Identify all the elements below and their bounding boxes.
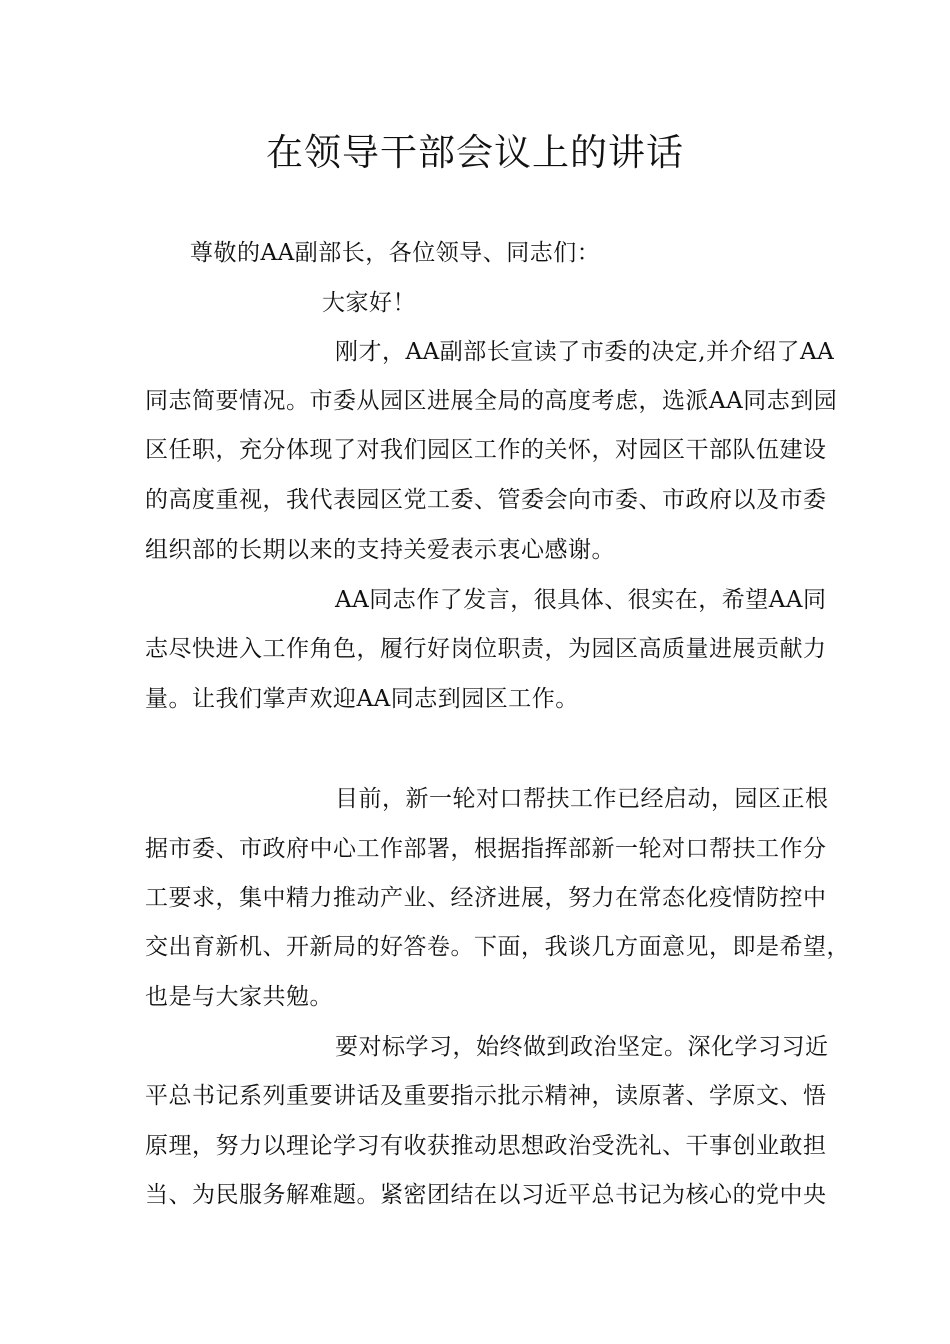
paragraph-1-line-1: 刚才，AA副部长宣读了市委的决定,并介绍了AA <box>335 339 835 365</box>
paragraph-4-line-4: 当、为民服务解难题。紧密团结在以习近平总书记为核心的党中央 <box>145 1182 827 1208</box>
paragraph-2-line-3: 量。让我们掌声欢迎AA同志到园区工作。 <box>145 686 579 712</box>
paragraph-1-line-4: 的高度重视，我代表园区党工委、管委会向市委、市政府以及市委 <box>145 487 827 513</box>
paragraph-3-line-3: 工要求，集中精力推动产业、经济进展，努力在常态化疫情防控中 <box>145 885 827 911</box>
paragraph-3-line-2: 据市委、市政府中心工作部署，根据指挥部新一轮对口帮扶工作分 <box>145 836 827 862</box>
paragraph-1-line-3: 区任职，充分体现了对我们园区工作的关怀，对园区干部队伍建设 <box>145 437 827 463</box>
paragraph-4-line-3: 原理，努力以理论学习有收获推动思想政治受洗礼、干事创业敢担 <box>145 1133 827 1159</box>
paragraph-4-line-1: 要对标学习，始终做到政治坚定。深化学习习近 <box>335 1034 829 1060</box>
paragraph-2-line-1: AA同志作了发言，很具体、很实在，希望AA同 <box>335 587 827 613</box>
paragraph-3-line-4: 交出育新机、开新局的好答卷。下面，我谈几方面意见，即是希望， <box>145 934 850 960</box>
paragraph-3-line-5: 也是与大家共勉。 <box>145 984 333 1010</box>
paragraph-1-line-2: 同志简要情况。市委从园区进展全局的高度考虑，选派AA同志到园 <box>145 388 838 414</box>
salutation: 尊敬的AA副部长，各位领导、同志们： <box>190 240 601 266</box>
paragraph-2-line-2: 志尽快进入工作角色，履行好岗位职责，为园区高质量进展贡献力 <box>145 636 827 662</box>
paragraph-4-line-2: 平总书记系列重要讲话及重要指示批示精神，读原著、学原文、悟 <box>145 1083 827 1109</box>
paragraph-3-line-1: 目前，新一轮对口帮扶工作已经启动，园区正根 <box>335 786 829 812</box>
paragraph-1-line-5: 组织部的长期以来的支持关爱表示衷心感谢。 <box>145 537 615 563</box>
greeting: 大家好！ <box>322 290 416 316</box>
document-title: 在领导干部会议上的讲话 <box>266 131 684 174</box>
